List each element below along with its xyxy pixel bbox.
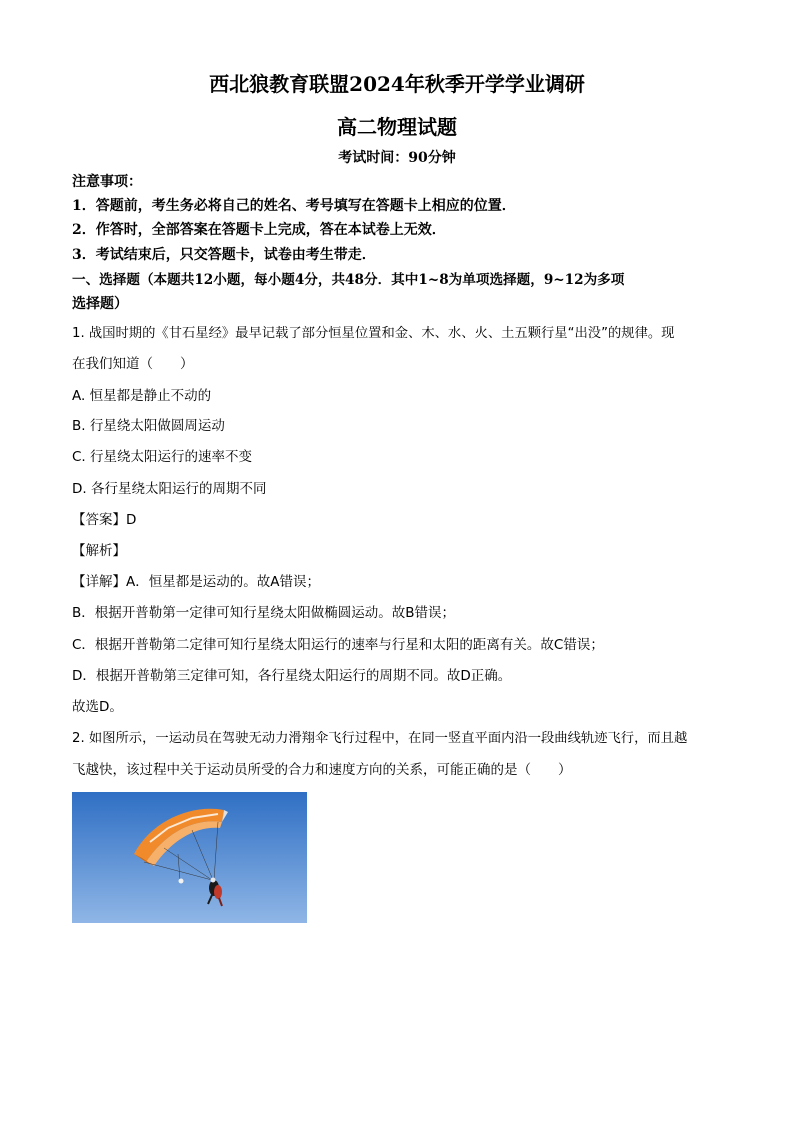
q1-stem-cont: 在我们知道（ ） xyxy=(72,356,194,372)
q1-analysis-line: C．根据开普勒第二定律可知行星绕太阳运行的速率与行星和太阳的距离有关。故C错误； xyxy=(72,637,604,653)
exam-time: 考试时间：90分钟 xyxy=(338,150,456,166)
q1-analysis-line: 【详解】A．恒星都是运动的。故A错误； xyxy=(72,574,320,590)
section-heading-cont: 选择题） xyxy=(72,296,128,312)
q1-conclusion: 故选D。 xyxy=(72,699,123,715)
q2-stem: 2. 如图所示，一运动员在驾驶无动力滑翔伞飞行过程中，在同一竖直平面内沿一段曲线轨迹飞行，而且越 xyxy=(72,731,688,746)
section-heading: 一、选择题（本题共12小题，每小题4分，共48分．其中1~8为单项选择题，9~12为多项 xyxy=(72,272,625,288)
q1-stem: 1. 战国时期的《甘石星经》最早记载了部分恒星位置和金、木、水、火、土五颗行星“出没”的规律。现 xyxy=(72,326,675,341)
q1-option-b: B. 行星绕太阳做圆周运动 xyxy=(72,418,225,434)
notice-item: 1．答题前，考生务必将自己的姓名、考号填写在答题卡上相应的位置． xyxy=(72,198,516,214)
notice-item: 2．作答时，全部答案在答题卡上完成，答在本试卷上无效． xyxy=(72,222,446,238)
q1-analysis-line: D．根据开普勒第三定律可知，各行星绕太阳运行的周期不同。故D正确。 xyxy=(72,668,512,684)
notice-heading: 注意事项： xyxy=(72,174,142,190)
q2-stem-cont: 飞越快，该过程中关于运动员所受的合力和速度方向的关系，可能正确的是（ ） xyxy=(72,762,572,778)
exam-subtitle: 高二物理试题 xyxy=(337,115,457,139)
q1-option-c: C. 行星绕太阳运行的速率不变 xyxy=(72,449,253,465)
q1-option-d: D. 各行星绕太阳运行的周期不同 xyxy=(72,481,267,497)
q1-analysis-heading: 【解析】 xyxy=(72,543,126,559)
exam-title: 西北狼教育联盟2024年秋季开学学业调研 xyxy=(209,72,585,96)
notice-item: 3．考试结束后，只交答题卡，试卷由考生带走． xyxy=(72,247,376,263)
drogue-chute xyxy=(179,879,184,884)
q1-answer: 【答案】D xyxy=(72,512,137,528)
paraglider-photo xyxy=(72,792,307,923)
q1-analysis-line: B．根据开普勒第一定律可知行星绕太阳做椭圆运动。故B错误； xyxy=(72,605,456,621)
q1-option-a: A. 恒星都是静止不动的 xyxy=(72,388,212,404)
